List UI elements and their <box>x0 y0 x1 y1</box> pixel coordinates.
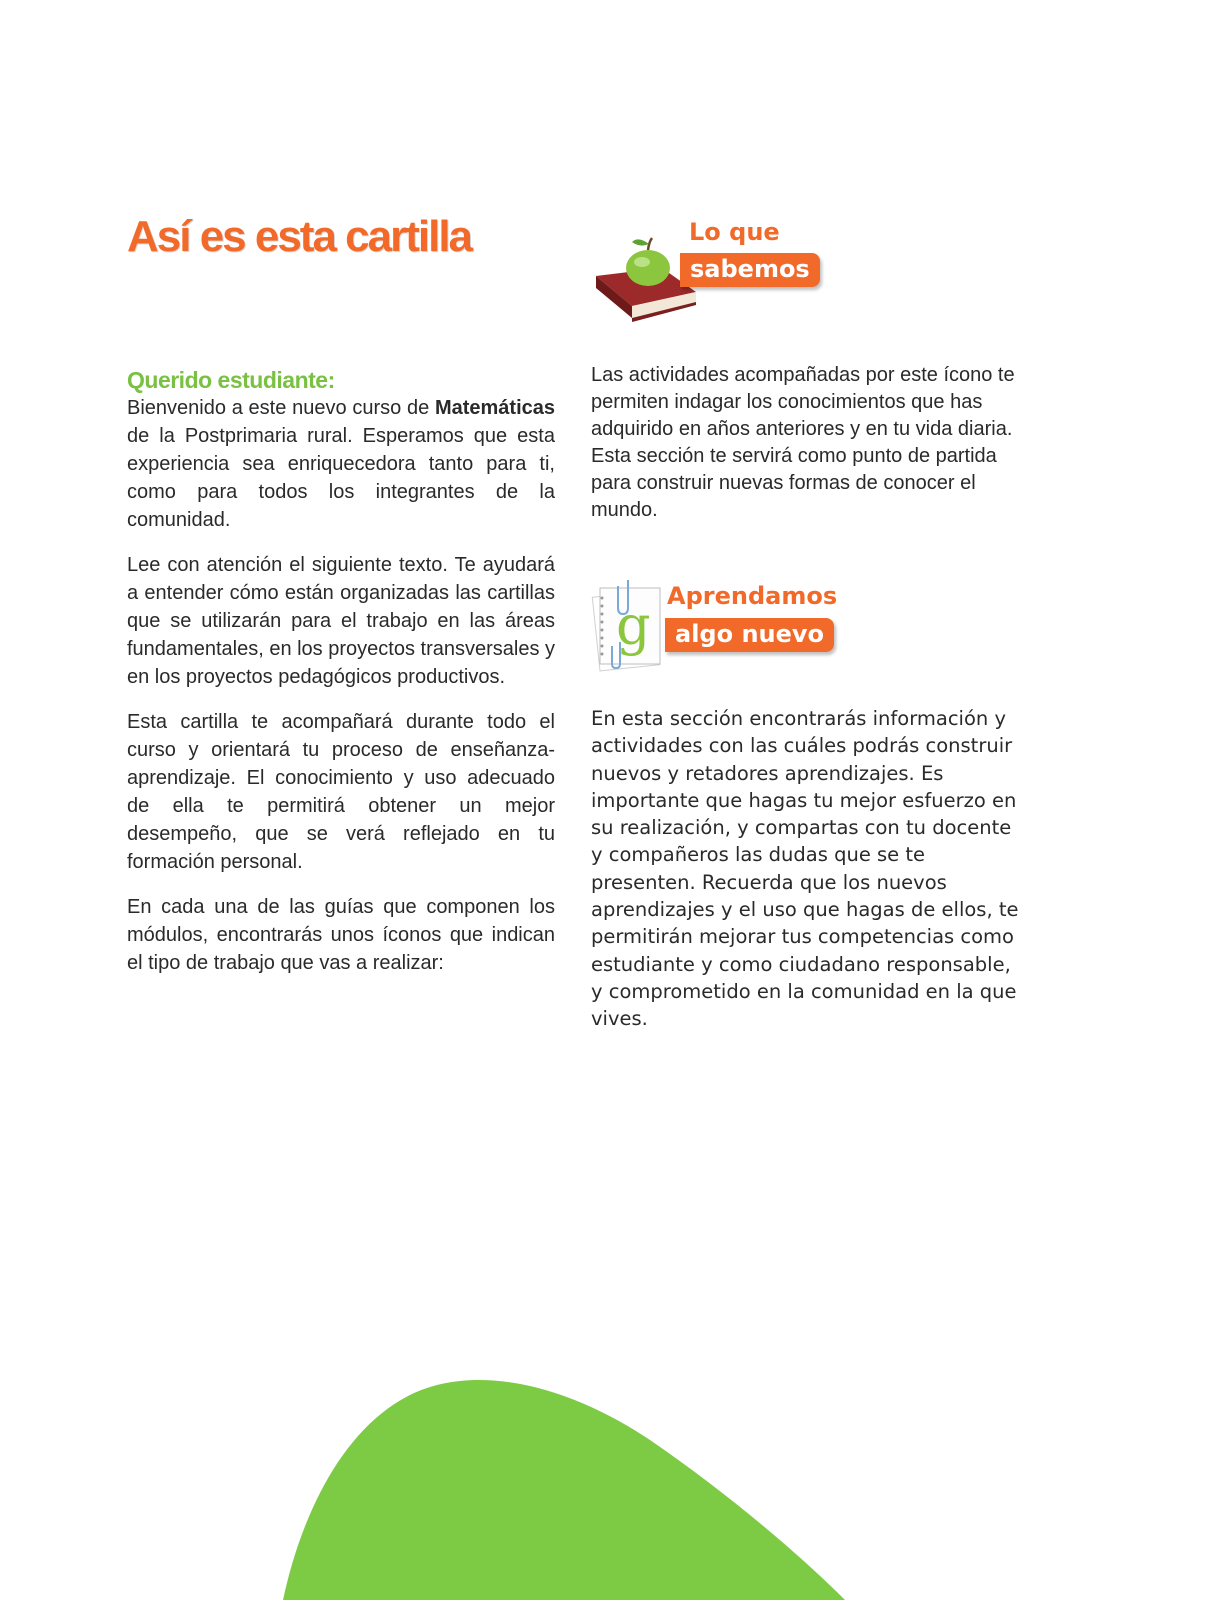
paragraph-welcome <box>127 394 555 534</box>
svg-text:g: g <box>616 594 651 657</box>
welcome-text-rest: de la Postprimaria rural. Esperamos que esta experiencia sea enriquecedora tanto para ti, como para todos los integrantes de la comunidad. <box>127 425 555 531</box>
welcome-text: Bienvenido a este nuevo curso de <box>127 397 435 419</box>
lo-que-sabemos-title-line2: sabemos <box>680 253 820 287</box>
page-title: Así es esta cartilla <box>127 212 472 261</box>
aprendamos-description: En esta sección encontrarás información y actividades con las cuáles podrás construir nuevos y retadores aprendizajes. Es importante que hagas tu mejor esfuerzo en su realización, y compartas con tu docente y compañeros las dudas que se te presenten. Recuerda que los nuevos aprendizajes y el uso que hagas de ellos, te permitirán mejorar tus competencias como estudiante y como ciudadano responsable, y comprometido en la comunidad en la que vives. <box>591 707 1019 1031</box>
paragraph-instructions: Lee con atención el siguiente texto. Te ayudará a entender cómo están organizadas las cartillas que se utilizarán para el trabajo en las áreas fundamentales, en los proyectos transversales y en los proyectos pedagógicos productivos. <box>127 554 555 688</box>
notebook-letter-g-icon <box>590 578 664 674</box>
paragraph-cartilla: Esta cartilla te acompañará durante todo el curso y orientará tu proceso de enseñanza-aprendizaje. El conocimiento y uso adecuado de ella te permitirá obtener un mejor desempeño, que se verá reflejado en tu formación personal. <box>127 711 555 873</box>
aprendamos-title-line1: Aprendamos <box>667 582 838 610</box>
subject-name: Matemáticas <box>434 397 555 419</box>
greeting-heading: Querido estudiante: <box>127 367 335 393</box>
aprendamos-title-line2: algo nuevo <box>665 618 834 652</box>
lo-que-sabemos-title-line1: Lo que <box>689 218 780 246</box>
left-column <box>127 366 555 994</box>
lo-que-sabemos-description: Las actividades acompañadas por este ícono te permiten indagar los conocimientos que has adquirido en años anteriores y en tu vida diaria. Esta sección te servirá como punto de partida para construir nuevas formas de conocer el mundo. <box>591 364 1015 521</box>
paragraph-icons: En cada una de las guías que componen los módulos, encontrarás unos íconos que indican el tipo de trabajo que vas a realizar: <box>127 896 555 974</box>
